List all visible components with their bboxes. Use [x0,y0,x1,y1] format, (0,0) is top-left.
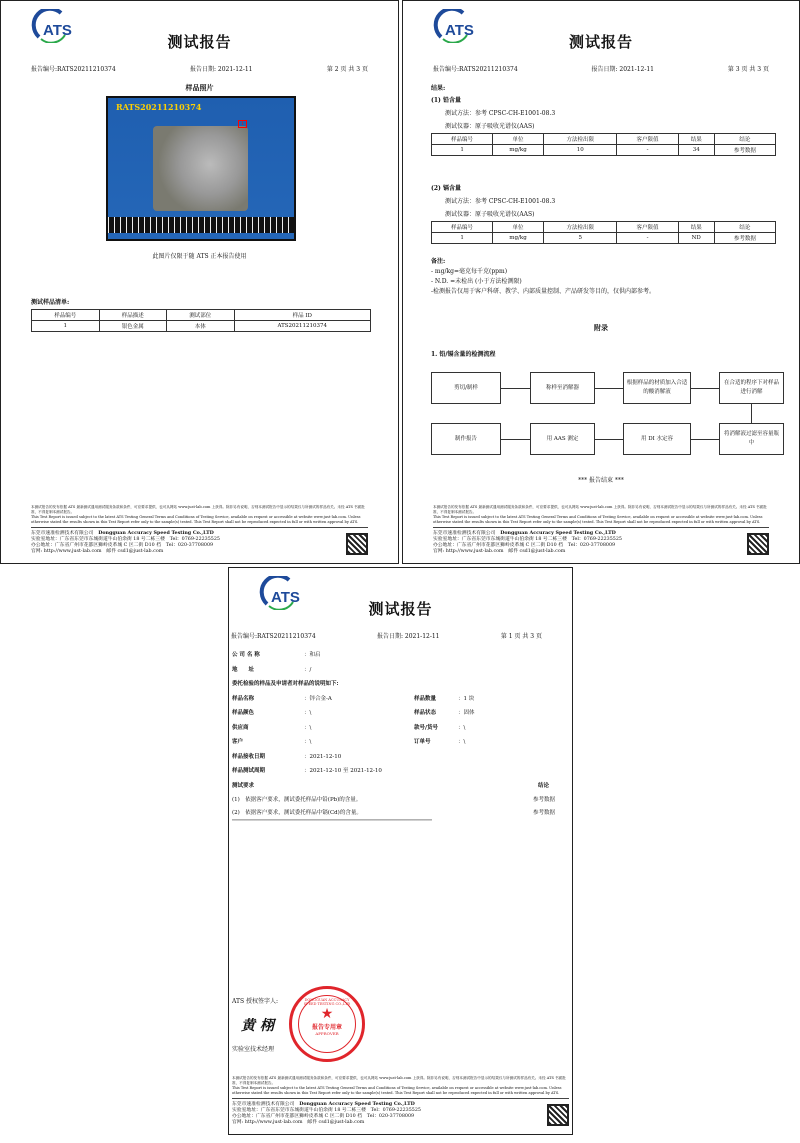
email: 邮件 csd1@just-lab.com [307,1120,365,1125]
header-cell: 客户限值 [617,222,678,233]
sample-list-heading: 测试样品清单: [31,299,70,306]
field-label: 样品状态 [414,710,437,716]
field-label: 样品颜色 [232,710,255,716]
field-value: ：1 块 [458,695,475,702]
cell: ATS20211210374 [234,321,371,332]
qr-code [747,533,769,555]
flow-step-4: 在合适的程序下对样品进行消解 [719,372,784,404]
cell: 34 [678,145,714,156]
footer-cn-terms: 本测试报告的发布依据 ATS 最新测试通用测试服务条款和条件，可应要求提供，也可从网站 www.just-lab.com 上获得。除非另有说明，否则本测试报告中显示的结果仅与所测试的样品有关。未经 ATS 书面批准，不得复制本测试报告。 [232,1076,566,1085]
qr-code [547,1104,569,1126]
company-cn: 东莞市速准检测技术有限公司 [232,1102,295,1107]
field-label: 客户 [232,739,244,745]
company-en: Dongguan Accuracy Speed Testing Co.,LTD [98,530,214,536]
note: - N.D. =未检出 (小于方法检测限) [431,278,522,285]
cell: - [617,145,678,156]
cell: 5 [543,233,617,244]
header-cell: 客户限值 [617,134,678,145]
metal-sample [153,126,248,211]
signature: 黄 栩 [241,1018,274,1034]
flow-arrow [751,404,752,423]
report-number: 报告编号:RATS20211210374 [31,66,116,73]
flow-step-8: 制作报告 [431,423,501,455]
note: -检测报告仅用于客户科研、教学、内部质量控制、产品研发等目的，仅供内部参考。 [431,288,656,295]
svg-text:ATS: ATS [445,22,474,39]
website-link[interactable]: 官网: http://www.just-lab.com [433,549,504,554]
company-en: Dongguan Accuracy Speed Testing Co.,LTD [500,530,616,536]
notes-heading: 备注: [431,258,446,265]
requirement: (2) 依据客户要求，测试委托样品中镉(Cd)的含量。 [232,809,362,816]
footer-en-terms: This Test Report is issued subject to the latest ATS Testing General Terms and Conditions of Testing Service, available on request or accessible at website www.just-lab.com. Unless otherwise stated the results shown in this Test Report refer only to the sample(s) tested. This Test Report shall not be reproduced expected in full or with written approval by ATS. [232,1086,562,1095]
conclusion-label: 结论 [537,782,549,789]
report-date: 报告日期: 2021-12-11 [376,633,440,640]
website-link[interactable]: 官网: http://www.just-lab.com [31,549,102,554]
page-title: 测试报告 [568,33,633,51]
header-cell: 样品编号 [432,222,493,233]
flow-arrow [595,439,623,440]
test-instrument: 测试仪器：原子吸收光谱仪(AAS) [445,123,535,130]
page-footer [31,505,368,555]
website-link[interactable]: 官网: http://www.just-lab.com [232,1120,303,1125]
qr-code [346,533,368,555]
field-value: ：2021-12-10 [304,753,342,760]
header-cell: 结果 [678,222,714,233]
test-method: 测试方法：参考 CPSC-CH-E1001-08.3 [445,198,556,205]
lab-address: 实验室地址：广东省东莞市东城街道牛山伯余街 18 号二栋三楼 [232,1108,366,1113]
field-label: 公 司 名 称 [232,652,260,658]
field-label: 样品测试周期 [232,768,266,774]
sample-photo [106,96,296,241]
email: 邮件 csd1@just-lab.com [106,549,164,554]
photo-label: RATS20211210374 [116,102,202,112]
svg-text:ATS: ATS [271,589,300,606]
footer-cn-terms: 本测试报告的发布依据 ATS 最新测试通用测试服务条款和条件，可应要求提供，也可从网站 www.just-lab.com 上获得。除非另有说明，否则本测试报告中显示的结果仅与所测试的样品有关。未经 ATS 书面批准，不得复制本测试报告。 [31,505,365,514]
results-heading: 结果: [431,85,446,92]
field-label: 款号/货号 [414,724,439,731]
flow-step-5: 将消解液过滤至容量瓶中 [719,423,784,455]
cell: 1 [432,145,493,156]
page-footer [433,505,769,555]
report-date: 报告日期: 2021-12-11 [189,66,253,73]
cell: ND [678,233,714,244]
report-number: 报告编号:RATS20211210374 [433,66,518,73]
signer-label: ATS 授权签字人: [232,998,279,1005]
flow-step-6: 用 DI 水定容 [623,423,691,455]
report-end: *** 报告结束 *** [578,477,624,484]
section-heading: (2) 镉含量 [431,185,461,192]
flow-arrow [501,439,530,440]
office-tel: Tel：020-37708009 [165,543,214,548]
lead-result-table [431,133,776,156]
lab-tel: Tel：0769-22235525 [169,537,220,542]
flow-arrow [595,388,623,389]
flow-step-2: 称样至消解器 [530,372,595,404]
page-title: 测试报告 [167,33,232,51]
header-cell: 结果 [678,134,714,145]
footer-en-terms: This Test Report is issued subject to the latest ATS Testing General Terms and Conditions of Testing Service, available on request or accessible at website www.just-lab.com. Unless otherwise stated the results shown in this Test Report refer only to the sample(s) tested. This Test Report shall not be reproduced expected in full or with written approval by ATS. [433,515,763,524]
intro-text: 委托检验的样品及申请者对样品的说明如下: [232,681,339,687]
report-page-2 [0,0,399,564]
field-value: ：\ [304,739,312,745]
header-cell: 结论 [714,222,775,233]
field-label: 订单号 [414,739,431,745]
lab-address: 实验室地址：广东省东莞市东城街道牛山伯余街 18 号二栋三楼 [31,537,165,542]
cell: 1 [32,321,100,332]
cadmium-result-table [431,221,776,244]
page-number: 第 2 页 共 3 页 [326,66,368,73]
flow-step-7: 用 AAS 测定 [530,423,595,455]
stamp-en: APPROVER [315,1031,339,1036]
appendix-heading: 附录 [594,323,608,332]
report-page-3 [402,0,800,564]
conclusion: 参考数据 [532,809,555,816]
footer-cn-terms: 本测试报告的发布依据 ATS 最新测试通用测试服务条款和条件，可应要求提供，也可从网站 www.just-lab.com 上获得。除非另有说明，否则本测试报告中显示的结果仅与所测试的样品有关。未经 ATS 书面批准，不得复制本测试报告。 [433,505,767,514]
field-value: ：\ [304,710,312,716]
test-instrument: 测试仪器：原子吸收光谱仪(AAS) [445,211,535,218]
cell: 参考数据 [714,233,775,244]
page-title: 测试报告 [368,600,433,618]
result-section-lead [431,95,776,156]
cell: 本体 [167,321,235,332]
field-label: 地 址 [232,666,255,673]
notes [431,257,655,297]
field-value: ：\ [458,724,466,731]
photo-marker: 1 [238,120,247,128]
field-value: ：\ [458,739,466,745]
lab-tel: Tel：0769-22235525 [571,537,622,542]
lab-tel: Tel：0769-22235525 [370,1108,421,1113]
flow-title: 1. 铅/镉含量的检测流程 [431,351,496,358]
field-label: 样品名称 [232,695,255,702]
svg-text:ATS: ATS [43,22,72,39]
cell: - [617,233,678,244]
sample-list-table [31,309,371,332]
field-value: ：和启 [304,652,321,658]
field-label: 样品接收日期 [232,753,266,760]
flow-arrow [691,439,719,440]
header-cell: 方法检出限 [543,222,617,233]
header-cell: 样品编号 [432,134,493,145]
report-page-1 [228,567,573,1135]
cell: 银色金属 [99,321,167,332]
page-number: 第 3 页 共 3 页 [727,66,769,73]
field-value: ：/ [304,666,312,673]
header-cell: 测试部位 [167,310,235,321]
office-address: 办公地址：广东省广州市花都区狮岭皮革城 C 区二街 D10 档 [31,543,162,548]
page-number: 第 1 页 共 3 页 [500,633,542,640]
test-method: 测试方法：参考 CPSC-CH-E1001-08.3 [445,110,556,117]
header-cell: 样品编号 [32,310,100,321]
cell: mg/kg [493,145,544,156]
separator-stars: **************************************************************************************************** [232,817,432,823]
field-label: 供应商 [232,724,249,731]
field-value: ：固体 [458,710,475,716]
report-date: 报告日期: 2021-12-11 [591,66,654,73]
company-cn: 东莞市速准检测技术有限公司 [433,531,496,536]
ruler [108,217,294,233]
result-section-cadmium [431,183,776,244]
photo-heading: 样品照片 [185,83,214,92]
office-tel: Tel：020-37708009 [366,1114,415,1119]
office-tel: Tel：020-37708009 [567,543,616,548]
page-footer [232,1076,569,1126]
photo-caption: 此图片仅限于随 ATS 正本报告使用 [152,253,247,260]
company-cn: 东莞市速准检测技术有限公司 [31,531,94,536]
requirements-label: 测试要求 [232,782,255,789]
star-icon: ★ [320,1006,334,1022]
lab-address: 实验室地址：广东省东莞市东城街道牛山伯余街 18 号二栋三楼 [433,537,567,542]
field-label: 样品数量 [414,695,437,702]
email: 邮件 csd1@just-lab.com [508,549,566,554]
footer-en-terms: This Test Report is issued subject to the latest ATS Testing General Terms and Conditions of Testing Service, available on request or accessible at website www.just-lab.com. Unless otherwise stated the results shown in this Test Report refer only to the sample(s) tested. This Test Report shall not be reproduced expected in full or with written approval by ATS. [31,515,361,524]
cell: 1 [432,233,493,244]
office-address: 办公地址：广东省广州市花都区狮岭皮革城 C 区二街 D10 档 [232,1114,363,1119]
header-cell: 样品 ID [234,310,371,321]
cell: mg/kg [493,233,544,244]
header-cell: 样品描述 [99,310,167,321]
flow-step-1: 剪切/制样 [431,372,501,404]
header-cell: 单位 [493,222,544,233]
stamp-text: DONGGUAN ACCURACY SPEED TESTING CO.,LTD [303,998,351,1006]
company-en: Dongguan Accuracy Speed Testing Co.,LTD [299,1101,415,1107]
flow-step-3: 根据样品的材质加入合适的酸消解液 [623,372,691,404]
header-cell: 单位 [493,134,544,145]
header-cell: 结论 [714,134,775,145]
field-value: ：\ [304,724,312,731]
office-address: 办公地址：广东省广州市花都区狮岭皮革城 C 区二街 D10 档 [433,543,564,548]
cell: 参考数据 [714,145,775,156]
header-cell: 方法检出限 [543,134,617,145]
sample-info [232,648,569,824]
flow-arrow [691,388,719,389]
signer-title: 实验室技术经理 [232,1046,275,1053]
requirement: (1) 依据客户要求，测试委托样品中铅(Pb)的含量。 [232,797,362,803]
section-heading: (1) 铅含量 [431,97,461,104]
conclusion: 参考数据 [532,797,555,803]
approval-stamp [289,986,365,1062]
note: - mg/kg=毫克每千克(ppm) [431,268,508,275]
cell: 10 [543,145,617,156]
report-number: 报告编号:RATS20211210374 [231,633,316,640]
flow-arrow [501,388,530,389]
field-value: ：2021-12-10 至 2021-12-10 [304,768,382,774]
stamp-label: 报告专用章 [311,1024,342,1031]
field-value: ：锌合金-A [304,695,332,702]
